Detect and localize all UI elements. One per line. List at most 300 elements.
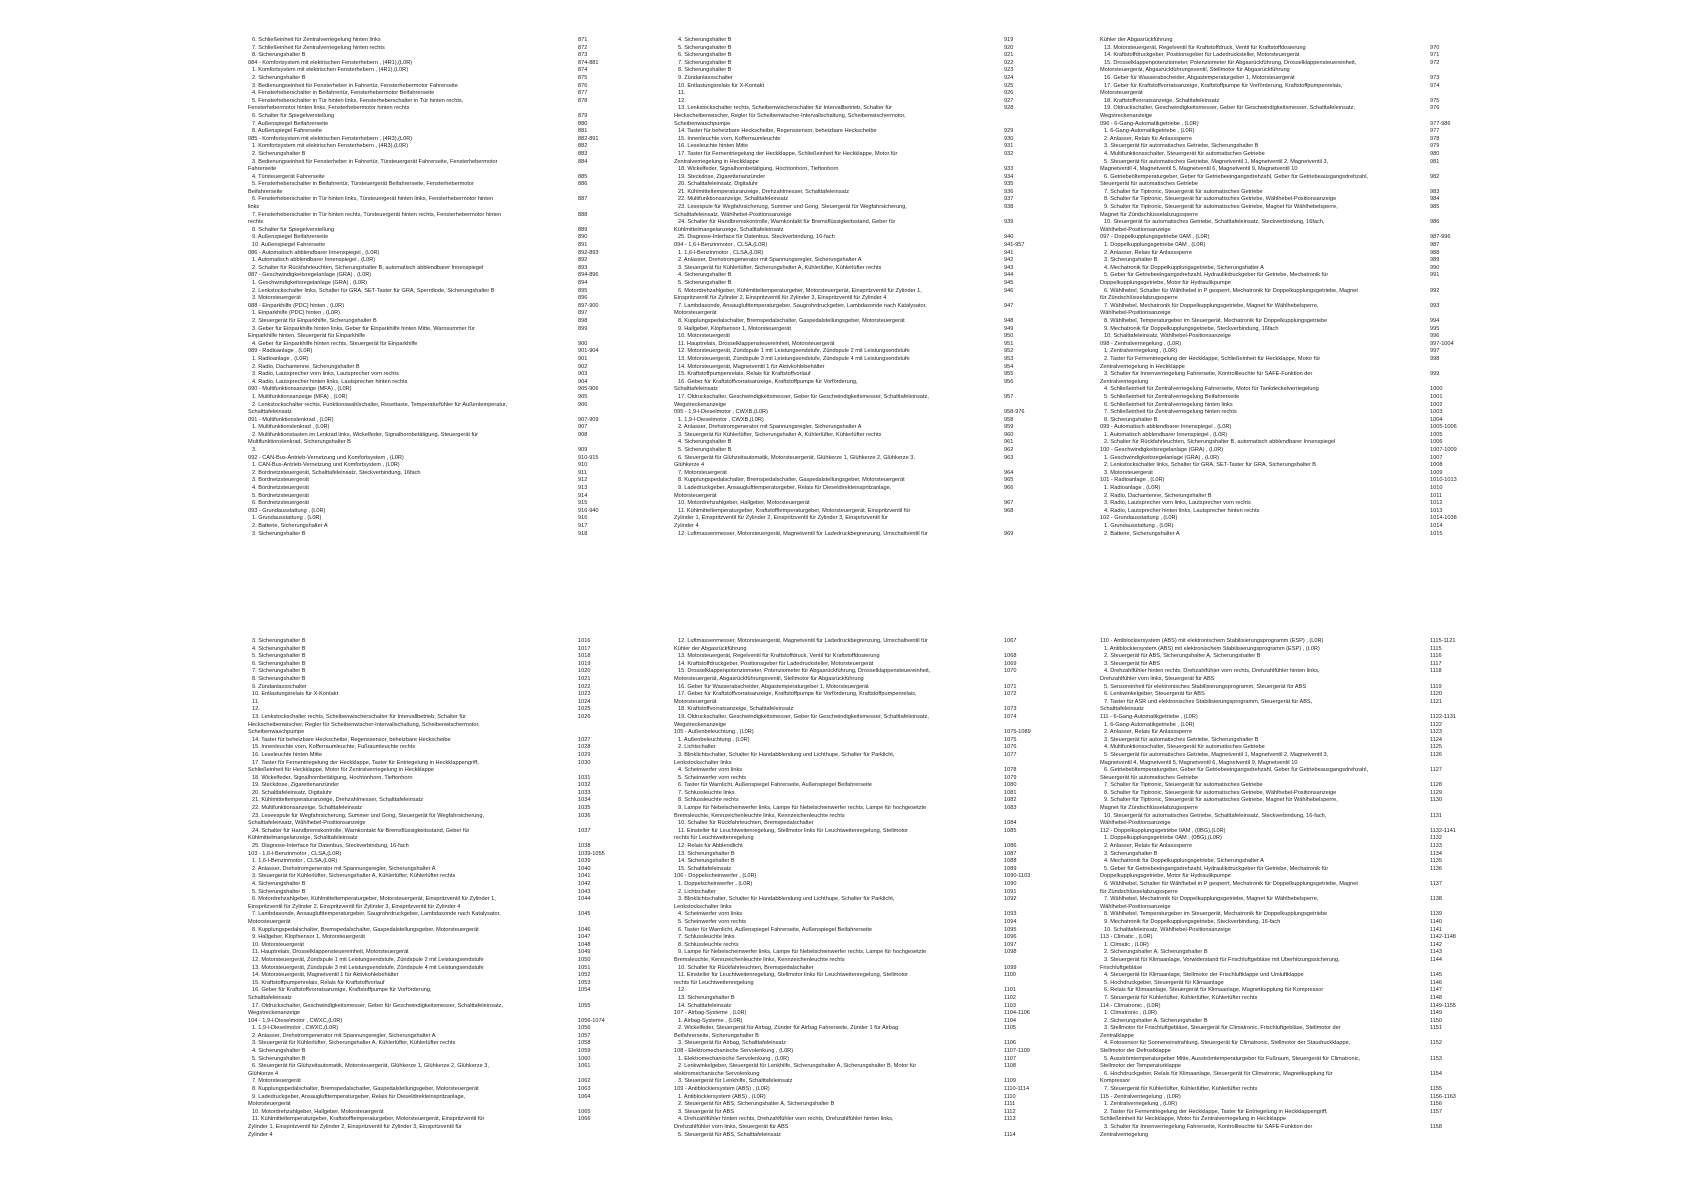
toc-entry bbox=[674, 752, 1074, 760]
toc-entry bbox=[1100, 706, 1500, 714]
toc-entry bbox=[1100, 729, 1500, 737]
toc-entry bbox=[674, 896, 1074, 904]
toc-entry-title: Magnetventil 4, Magnetventil 5, Magnetventil 6, Magnetventil 9, Magnetventil 10 bbox=[1100, 166, 1298, 173]
toc-entry bbox=[248, 744, 648, 752]
toc-entry-title: 109 - Antiblockiersystem (ABS) , (L0R) bbox=[674, 1086, 770, 1093]
toc-entry bbox=[1100, 523, 1500, 531]
toc-entry-title: 10. Schalttafeleinsatz, Wählhebel-Positionsanzeige bbox=[1104, 926, 1231, 933]
toc-entry bbox=[674, 303, 1074, 311]
toc-entry-title: 8. Wählhebel, Temperaturgeber im Steuergerät, Mechatronik für Doppelkupplungsgetriebe bbox=[1104, 317, 1328, 324]
toc-entry bbox=[248, 364, 648, 372]
toc-entry-title: 1. Grundausstattung , (L0R) bbox=[1104, 523, 1174, 529]
toc-entry bbox=[248, 676, 648, 684]
toc-entry bbox=[1100, 722, 1500, 730]
toc-entry-page: 901-904 bbox=[578, 348, 599, 355]
toc-entry bbox=[1100, 257, 1500, 265]
toc-entry-page: 990 bbox=[1430, 264, 1440, 271]
toc-entry-title: 13. Motorsteuergerät, Zündspule 3 mit Leistungsendstufe, Zündspule 4 mit Leistungsendstufe bbox=[252, 964, 484, 971]
toc-entry bbox=[1100, 1010, 1500, 1018]
toc-entry-page: 889 bbox=[578, 226, 588, 233]
toc-entry-title: 12. Luftmassenmesser, Motorsteuergerät, Magnetventil für Ladedruckbegrenzung, Umschaltventil für bbox=[678, 530, 928, 537]
toc-entry-page: 979 bbox=[1430, 143, 1440, 150]
toc-entry-title: Bremsleuchte, Kennzeichenleuchte links, Kennzeichenleuchte rechts bbox=[674, 956, 845, 963]
toc-entry-title: 093 - Grundausstattung , (L0R) bbox=[248, 507, 326, 514]
toc-entry-page: 975 bbox=[1430, 97, 1440, 104]
toc-entry-title: 2. Radio, Dachantenne, Sicherungshalter B bbox=[1104, 492, 1212, 499]
toc-entry-page: 972 bbox=[1430, 59, 1440, 66]
toc-entry bbox=[1100, 204, 1500, 212]
toc-entry-page: 908 bbox=[578, 431, 588, 438]
toc-entry-title: 1. Automatisch abblendbarer Innenspiegel , (L0R) bbox=[252, 257, 376, 264]
toc-entry-title: 8. Außenspiegel Fahrerseite bbox=[252, 128, 322, 135]
toc-entry bbox=[248, 873, 648, 881]
toc-entry-page: 910 bbox=[578, 462, 588, 469]
toc-entry-title: 12. bbox=[678, 987, 686, 994]
toc-entry-page: 995 bbox=[1430, 325, 1440, 332]
toc-entry-title: 13. Lenkstockschalter rechts, Scheibenwischerschalter für Intervallbetrieb, Schalter für bbox=[678, 105, 892, 112]
toc-entry-title: 11. bbox=[678, 90, 686, 97]
toc-entry-page: 882-891 bbox=[578, 135, 599, 142]
toc-entry-title: 6. Sicherungshalter B bbox=[678, 52, 732, 59]
toc-entry-page: 1077 bbox=[1004, 751, 1017, 758]
toc-entry-title: 16. Leseleuchte hinten Mitte bbox=[252, 751, 322, 758]
toc-entry-title: 6. Getriebeöltemperaturgeber, Geber für Getriebeeingangsdrehzahl, Geber für Getriebeausgangsdrehzahl, bbox=[1104, 173, 1368, 180]
toc-entry bbox=[248, 843, 648, 851]
toc-entry-page: 1017 bbox=[578, 645, 591, 652]
toc-entry-title: 5. Sicherungshalter B bbox=[678, 447, 732, 454]
toc-entry bbox=[1100, 333, 1500, 341]
toc-entry-title: 4. Radio, Lautsprecher hinten links, Lautsprecher hinten rechts bbox=[1104, 507, 1260, 514]
toc-entry-title: Kühlmittelmangelanzeige, Schalttafeleinsatz bbox=[674, 226, 784, 233]
toc-entry-page: 933 bbox=[1004, 166, 1014, 173]
toc-entry-title: 108 - Elektromechanische Servolenkung , (L0R) bbox=[674, 1048, 794, 1055]
toc-entry-page: 932 bbox=[1004, 150, 1014, 157]
toc-entry bbox=[674, 927, 1074, 935]
toc-entry-title: 087 - Geschwindigkeitsregelanlage (GRA) , (L0R) bbox=[248, 272, 372, 279]
toc-entry bbox=[1100, 37, 1500, 45]
toc-entry-page: 904 bbox=[578, 378, 588, 385]
toc-entry-title: 13. Motorsteuergerät, Regelventil für Kraftstoffdruck, Ventil für Kraftstoffdosierung bbox=[1104, 44, 1306, 51]
toc-entry-page: 1122 bbox=[1430, 721, 1443, 728]
toc-entry bbox=[248, 1056, 648, 1064]
toc-entry-title: Lenkstockschalter links bbox=[674, 759, 732, 766]
toc-section-entry bbox=[248, 303, 648, 311]
toc-entry bbox=[1100, 371, 1500, 379]
toc-entry-page: 1101 bbox=[1004, 987, 1017, 994]
toc-entry-page: 894 bbox=[578, 280, 588, 286]
toc-entry bbox=[674, 219, 1074, 227]
toc-entry-page: 915 bbox=[578, 500, 588, 507]
toc-entry-page: 1019 bbox=[578, 660, 591, 667]
toc-entry-page: 976 bbox=[1430, 105, 1440, 112]
toc-entry bbox=[248, 1063, 648, 1071]
toc-entry-title: 25. Diagnose-Interface für Datenbus, Steckverbindung, 16-fach bbox=[678, 234, 835, 241]
toc-entry bbox=[248, 691, 648, 699]
toc-entry-title: 21. Kühlmitteltemperaturanzeige, Drehzahlmesser, Schalttafeleinsatz bbox=[252, 797, 424, 804]
toc-entry-page: 878 bbox=[578, 97, 588, 104]
toc-entry-page: 987 bbox=[1430, 242, 1440, 249]
toc-entry-page: 981 bbox=[1430, 158, 1440, 165]
toc-entry-title: 2. Taster für Fernentriegelung der Heckklappe, Taster für Entriegelung in Heckklappengriff, bbox=[1104, 1108, 1328, 1115]
toc-entry-title: 2. Anlasser, Relais für Anlasssperre bbox=[1104, 729, 1192, 736]
toc-entry bbox=[1100, 318, 1500, 326]
toc-column-4 bbox=[248, 638, 648, 1139]
toc-entry bbox=[1100, 1063, 1500, 1071]
toc-entry bbox=[674, 684, 1074, 692]
toc-entry bbox=[248, 638, 648, 646]
toc-entry-title: 5. Hochdruckgeber, Steuergerät für Klimaanlage bbox=[1104, 979, 1224, 986]
toc-entry-title: 1. Automatisch abblendbarer Innenspiegel , (L0R) bbox=[1104, 431, 1228, 438]
toc-entry bbox=[248, 424, 648, 432]
toc-entry-page: 1109 bbox=[1004, 1078, 1017, 1085]
toc-entry-title: 8. Kupplungspedalschalter, Bremspedalschalter, Gaspedalstellungsgeber, Motorsteuergerät bbox=[678, 317, 905, 324]
toc-entry bbox=[674, 508, 1074, 516]
toc-entry-title: 5. Scheinwerfer vorn rechts bbox=[678, 774, 747, 781]
toc-entry-title: 9. Mechatronik für Doppelkupplungsgetriebe, Steckverbindung, 16fach bbox=[1104, 325, 1279, 332]
toc-entry-page: 1036 bbox=[578, 812, 591, 819]
toc-entry-title: 3. Sicherungshalter B bbox=[252, 530, 306, 537]
toc-entry-title: 6. Fensterheberschalter in Tür hinten links, Türsteuergerät hinten links, Fensterhebermotor hinten bbox=[252, 196, 494, 203]
toc-entry-title: 2. Lenkstockschalter links, Schalter für GRA, SET-Taster für GRA, Sicherungshalter B bbox=[1104, 462, 1317, 469]
toc-entry bbox=[1100, 1086, 1500, 1094]
toc-entry-title: elektromechanische Servolenkung bbox=[674, 1070, 760, 1077]
toc-entry bbox=[248, 911, 648, 919]
toc-entry-title: 13. Motorsteuergerät, Zündspule 3 mit Leistungsendstufe, Zündspule 4 mit Leistungsendstufe bbox=[678, 355, 910, 362]
toc-entry-title: 14. Taster für beheizbare Heckscheibe, Regenssensor, beheizbare Heckscheibe bbox=[252, 736, 451, 743]
toc-entry-page: 1080 bbox=[1004, 782, 1017, 789]
toc-entry-title: 3. Radio, Lautsprecher vorn links, Lautsprecher vorn rechts bbox=[1104, 500, 1251, 507]
toc-entry-title: 1. Zentralverriegelung , (L0R) bbox=[1104, 348, 1178, 355]
toc-section-entry bbox=[1100, 515, 1500, 523]
toc-entry-title: 8. Kupplungspedalschalter, Bremspedalschalter, Gaspedalstellungsgeber, Motorsteuergerät bbox=[678, 477, 905, 484]
toc-entry-title: 12. bbox=[678, 97, 686, 104]
toc-entry-title: 6. Schließeinheit für Zentralverriegelung hinten links bbox=[1104, 401, 1233, 408]
toc-entry-title: Magnet für Zündschlüsselabzugssperre bbox=[1100, 805, 1198, 812]
toc-entry bbox=[674, 455, 1074, 463]
toc-entry bbox=[674, 775, 1074, 783]
toc-entry bbox=[1100, 881, 1500, 889]
toc-entry-title: 16. Geber für Kraftstoffvorratsanzeige, Kraftstoffpumpe für Vorförderung, bbox=[252, 987, 432, 994]
toc-entry-title: 5. Fensterheberschalter in Tür hinten links, Fensterheberschalter in Tür hinten rechts, bbox=[252, 97, 464, 104]
toc-entry-title: 24. Schalter für Handbremskontrolle, Warnkontakt für Bremsflüssigkeitsstand, Geber für bbox=[252, 827, 470, 834]
toc-entry-title: Einspritzventil für Zylinder 2, Einspritzventil für Zylinder 3, Einspritzventil für Zylinder 4 bbox=[674, 295, 887, 302]
toc-entry-title: 1. Elektromechanische Servolenkung , (L0R) bbox=[678, 1055, 789, 1062]
toc-entry-title: 4. Bordnetzsteuergerät bbox=[252, 485, 309, 492]
toc-entry-page: 886 bbox=[578, 181, 588, 188]
toc-entry bbox=[1100, 646, 1500, 654]
toc-entry bbox=[248, 371, 648, 379]
toc-entry-title: Kühlmittelmangelanzeige, Schalttafeleinsatz bbox=[248, 835, 358, 842]
toc-entry bbox=[1100, 1101, 1500, 1109]
toc-entry-page: 934 bbox=[1004, 173, 1014, 180]
toc-entry-page: 986 bbox=[1430, 219, 1440, 226]
toc-entry-title: 4. Drehzahlfühler hinten rechts, Drehzahlfühler vorn rechts, Drehzahlfühler hinten links, bbox=[678, 1116, 894, 1123]
toc-entry bbox=[248, 972, 648, 980]
toc-entry-title: 16. Geber für Wasserabscheider, Abgastemperaturgeber 1, Motorsteuergerät bbox=[1104, 74, 1295, 81]
toc-entry bbox=[248, 470, 648, 478]
toc-entry-title: 4. Türsteuergerät Fahrerseite bbox=[252, 173, 325, 180]
toc-entry-title: 2. Anlasser, Drehstromgenerator mit Spannungsregler, Sicherungshalter A bbox=[252, 865, 436, 872]
toc-entry bbox=[1100, 531, 1500, 539]
toc-entry-title: 5. Schließeinheit für Zentralverriegelung Beifahrerseite bbox=[1104, 393, 1240, 400]
toc-entry-title: 8. Sicherungshalter B bbox=[252, 52, 306, 59]
toc-entry bbox=[674, 851, 1074, 859]
toc-entry bbox=[674, 904, 1074, 912]
toc-entry bbox=[248, 828, 648, 836]
toc-entry-title: 1. 6-Gang-Automatikgetriebe , (L0R) bbox=[1104, 128, 1195, 135]
toc-entry-title: 113 - Climatic , (L0R) bbox=[1100, 934, 1153, 941]
toc-entry-title: 1. Antiblockiersystem (ABS) , (L0R) bbox=[678, 1093, 766, 1100]
toc-entry bbox=[248, 280, 648, 288]
toc-entry-title: 101 - Radioanlage , (L0R) bbox=[1100, 477, 1165, 484]
toc-entry bbox=[674, 326, 1074, 334]
toc-entry-page: 1107 bbox=[1004, 1055, 1017, 1062]
toc-entry-page: 963 bbox=[1004, 454, 1014, 461]
toc-entry-title: 1. 1,9-l-Dieselmotor , CWXC,(L0R) bbox=[252, 1025, 339, 1032]
toc-entry bbox=[674, 1003, 1074, 1011]
toc-entry-page: 1048 bbox=[578, 941, 591, 948]
toc-entry bbox=[1100, 166, 1500, 174]
toc-entry-page: 1044 bbox=[578, 896, 591, 903]
toc-entry-page: 937 bbox=[1004, 196, 1014, 203]
toc-entry bbox=[674, 760, 1074, 768]
toc-entry bbox=[1100, 83, 1500, 91]
toc-entry-page: 892 bbox=[578, 257, 588, 264]
toc-entry bbox=[674, 212, 1074, 220]
toc-entry-title: 17. Öldruckschalter, Geschwindigkeitsmesser, Geber für Geschwindigkeitsmesser, Schalttafeleinsatz, bbox=[678, 393, 929, 400]
toc-entry-page: 926 bbox=[1004, 90, 1014, 97]
toc-entry-title: 5. Sicherungshalter B bbox=[252, 1055, 306, 1062]
toc-entry-page: 1042 bbox=[578, 881, 591, 887]
toc-entry bbox=[1100, 242, 1500, 250]
toc-entry-page: 1010-1013 bbox=[1430, 477, 1457, 484]
toc-entry bbox=[248, 409, 648, 417]
toc-entry-page: 970 bbox=[1430, 44, 1440, 51]
toc-entry bbox=[674, 485, 1074, 493]
toc-entry-title: 4. Multifunktionsschalter, Steuergerät für automatisches Getriebe bbox=[1104, 744, 1265, 751]
toc-entry-title: 15. Kraftstoffpumpenrelais, Relais für Kraftstoffvorlauf bbox=[678, 371, 811, 378]
toc-entry-title: 9. Hallgeber, Klopfsensor 1, Motorsteuergerät bbox=[252, 934, 365, 941]
toc-entry bbox=[1100, 1071, 1500, 1079]
toc-entry-page: 1031 bbox=[578, 774, 591, 781]
toc-entry-title: 1. 6-Gang-Automatikgetriebe , (L0R) bbox=[1104, 721, 1195, 728]
toc-entry-page: 947 bbox=[1004, 302, 1014, 309]
toc-entry-page: 1133 bbox=[1430, 843, 1443, 850]
toc-entry-page: 907 bbox=[578, 424, 588, 431]
toc-entry-page: 1040 bbox=[578, 865, 591, 872]
toc-entry-page: 977 bbox=[1430, 128, 1440, 135]
toc-entry bbox=[674, 638, 1074, 646]
toc-entry-title: Schalttafeleinsatz bbox=[248, 409, 292, 416]
toc-entry bbox=[674, 1101, 1074, 1109]
toc-entry bbox=[1100, 212, 1500, 220]
toc-entry bbox=[1100, 189, 1500, 197]
toc-entry bbox=[248, 919, 648, 927]
toc-entry bbox=[248, 265, 648, 273]
toc-entry bbox=[248, 995, 648, 1003]
toc-entry-title: 2. Anlasser, Drehstromgenerator mit Spannungsregler, Sicherungshalter A bbox=[678, 257, 862, 264]
toc-section-entry bbox=[1100, 714, 1500, 722]
toc-entry-title: 9. Hallgeber, Klopfsensor 1, Motorsteuergerät bbox=[678, 325, 791, 332]
toc-entry-page: 1058 bbox=[578, 1040, 591, 1047]
toc-entry bbox=[1100, 219, 1500, 227]
toc-entry-title: 12. Motorsteuergerät, Zündspule 1 mit Leistungsendstufe, Zündspule 2 mit Leistungsendstufe bbox=[252, 956, 484, 963]
toc-entry bbox=[1100, 500, 1500, 508]
toc-entry-page: 916 bbox=[578, 515, 588, 522]
toc-entry-title: Scheibenwaschpumpe bbox=[248, 729, 305, 736]
toc-entry-title: 8. Wählhebel, Temperaturgeber im Steuergerät, Mechatronik für Doppelkupplungsgetriebe bbox=[1104, 911, 1328, 918]
toc-entry bbox=[1100, 744, 1500, 752]
toc-entry-title: 3. Bordnetzsteuergerät bbox=[252, 477, 309, 484]
toc-entry-title: 14. Motorsteuergerät, Magnetventil 1 für Aktivkohlebehälter bbox=[252, 972, 399, 979]
toc-entry bbox=[1100, 151, 1500, 159]
toc-entry bbox=[248, 767, 648, 775]
toc-entry bbox=[1100, 1124, 1500, 1132]
toc-entry-title: 9. Ladedruckgeber, Ansauglufttemperaturgeber, Relais für Dieseldirekteinspritzanlage, bbox=[252, 1093, 466, 1100]
toc-entry bbox=[248, 1025, 648, 1033]
toc-entry-title: 8. Schalter für Spiegelverstellung bbox=[252, 226, 335, 233]
toc-entry-title: 105 - Außenbeleuchtung , (L0R) bbox=[674, 729, 754, 736]
toc-entry-title: 4. Mechatronik für Doppelkupplungsgetriebe, Sicherungshalter A bbox=[1104, 264, 1264, 271]
toc-entry-page: 1156 bbox=[1430, 1101, 1443, 1108]
toc-entry bbox=[674, 272, 1074, 280]
toc-entry-title: Wählhebel-Positionsanzeige bbox=[1100, 820, 1171, 827]
toc-entry-page: 1127 bbox=[1430, 767, 1443, 774]
toc-entry-title: 7. Außenspiegel Beifahrerseite bbox=[252, 120, 329, 127]
toc-entry-page: 997-1004 bbox=[1430, 340, 1454, 347]
toc-entry-title: 13. Sicherungshalter B bbox=[678, 994, 735, 1001]
toc-entry-title: 6. Taster für Warnlicht, Außenspiegel Fahrerseite, Außenspiegel Beifahrerseite bbox=[678, 926, 873, 933]
toc-entry bbox=[1100, 303, 1500, 311]
toc-entry-page: 917 bbox=[578, 523, 588, 529]
toc-entry bbox=[1100, 980, 1500, 988]
toc-entry-page: 928 bbox=[1004, 105, 1014, 112]
toc-entry-page: 1050 bbox=[578, 956, 591, 963]
toc-entry-title: 6. Hochdruckgeber, Relais für Klimaanlage, Steuergerät für Climatronic, Magnetkupplung für bbox=[1104, 1070, 1333, 1077]
toc-entry-title: Schalttafeleinsatz bbox=[674, 386, 718, 393]
toc-entry bbox=[674, 980, 1074, 988]
toc-entry bbox=[674, 1018, 1074, 1026]
toc-entry-title: 9. Ladedruckgeber, Ansauglufttemperaturgeber, Relais für Dieseldirekteinspritzanlage, bbox=[678, 485, 892, 492]
toc-entry bbox=[1100, 684, 1500, 692]
toc-entry bbox=[1100, 508, 1500, 516]
toc-entry-title: Wegstreckenanzeige bbox=[1100, 112, 1153, 119]
toc-entry-title: 1. Doppelkupplungsgetriebe 0AM , (0BG),(L0R) bbox=[1104, 835, 1222, 842]
toc-entry-title: 19. Öldruckschalter, Geschwindigkeitsmesser, Geber für Geschwindigkeitsmesser, Schalttafeleinsatz, bbox=[1104, 105, 1355, 112]
toc-entry-title: 2. Anlasser, Drehstromgenerator mit Spannungsregler, Sicherungshalter A bbox=[678, 424, 862, 431]
toc-entry bbox=[1100, 356, 1500, 364]
toc-entry bbox=[248, 881, 648, 889]
toc-entry-page: 1041 bbox=[578, 873, 591, 880]
toc-entry-title: 2. Lenkwinkelgeber, Steuergerät für Lenkhilfe, Sicherungshalter A, Sicherungshalter B, Motor für bbox=[678, 1063, 917, 1070]
toc-entry bbox=[248, 333, 648, 341]
toc-entry-page: 1112 bbox=[1004, 1108, 1016, 1115]
toc-entry-title: Steuergerät für automatisches Getriebe bbox=[1100, 774, 1198, 781]
toc-entry-page: 1157 bbox=[1430, 1108, 1443, 1115]
toc-entry-title: 1. Airbag-Systeme , (L0R) bbox=[678, 1017, 743, 1024]
toc-entry bbox=[248, 1048, 648, 1056]
toc-entry-page: 969 bbox=[1004, 530, 1014, 537]
toc-entry-page: 1039 bbox=[578, 858, 591, 865]
toc-entry-title: 20. Schalttafeleinsatz, Digitaluhr bbox=[252, 789, 332, 796]
toc-entry-page: 1123 bbox=[1430, 729, 1443, 736]
toc-section-entry bbox=[1100, 341, 1500, 349]
toc-entry bbox=[674, 174, 1074, 182]
toc-entry-page: 977-986 bbox=[1430, 120, 1451, 127]
toc-entry-title: 1. 1,9-l-Dieselmotor , CWXB,(L0R) bbox=[678, 416, 764, 423]
toc-entry bbox=[1100, 873, 1500, 881]
toc-entry-page: 1010 bbox=[1430, 485, 1443, 492]
toc-entry-page: 1147 bbox=[1430, 987, 1443, 994]
toc-entry-page: 1108 bbox=[1004, 1063, 1017, 1070]
toc-entry-page: 1106 bbox=[1004, 1040, 1017, 1047]
toc-entry bbox=[248, 661, 648, 669]
toc-entry-page: 931 bbox=[1004, 143, 1014, 150]
toc-entry bbox=[248, 1078, 648, 1086]
toc-entry-page: 929 bbox=[1004, 128, 1014, 135]
toc-entry-title: Schließeinheit für Heckklappe, Motor für Zentralverriegelung in Heckklappe bbox=[1100, 1116, 1286, 1123]
toc-entry-page: 1029 bbox=[578, 751, 591, 758]
toc-entry-title: Magnet für Zündschlüsselabzugssperre bbox=[1100, 211, 1198, 218]
toc-entry-title: 085 - Komfortsystem mit elektrischen Fensterhebern , (4R3),(L0R) bbox=[248, 135, 413, 142]
toc-entry-title: 2. Anlasser, Drehstromgenerator mit Spannungsregler, Sicherungshalter A bbox=[252, 1032, 436, 1039]
toc-section-entry bbox=[1100, 121, 1500, 129]
toc-entry bbox=[1100, 805, 1500, 813]
toc-entry-page: 1141 bbox=[1430, 926, 1443, 933]
toc-entry-page: 1013 bbox=[1430, 507, 1443, 514]
toc-entry-page: 1083 bbox=[1004, 805, 1017, 812]
toc-entry-title: 23. Lesespule für Wegfahrsicherung, Summer und Gong, Steuergerät für Wegfahrsicherung, bbox=[678, 204, 907, 211]
toc-entry-page: 1012 bbox=[1430, 500, 1443, 507]
toc-entry-title: 099 - Automatisch abblendbarer Innenspiegel , (L0R) bbox=[1100, 424, 1232, 431]
toc-entry bbox=[674, 820, 1074, 828]
toc-entry-title: 1. Doppelscheinwerfer , (L0R) bbox=[678, 881, 753, 887]
toc-entry bbox=[248, 356, 648, 364]
toc-entry-title: 10. Entlastungsrelais für X-Kontakt bbox=[678, 82, 765, 89]
toc-entry-title: Zentralverriegelung in Heckklappe bbox=[1100, 363, 1185, 370]
toc-entry-page: 887 bbox=[578, 196, 588, 203]
toc-entry-title: 8. Schlussleuchte rechts bbox=[678, 941, 739, 948]
toc-entry-title: 6. Motordrehzahlgeber, Kühlmitteltemperaturgeber, Motorsteuergerät, Einspritzventil für Zylinder 1, bbox=[252, 896, 496, 903]
toc-section-entry bbox=[674, 409, 1074, 417]
toc-section-entry bbox=[1100, 234, 1500, 242]
toc-entry-title: 6. Schließeinheit für Zentralverriegelung hinten links bbox=[252, 37, 381, 43]
toc-entry-title: 7. Motorsteuergerät bbox=[678, 469, 727, 476]
toc-entry-title: Motorsteuergerät bbox=[1100, 90, 1143, 97]
toc-entry-title: 4. Sicherungshalter B bbox=[678, 272, 732, 279]
toc-section-entry bbox=[248, 1018, 648, 1026]
toc-entry-title: 2. Schalter für Rückfahrleuchten, Sicherungshalter B, automatisch abblendbarer Innenspiegel bbox=[252, 264, 484, 271]
toc-entry-title: 7. Sicherungshalter B bbox=[252, 668, 306, 675]
toc-entry bbox=[674, 911, 1074, 919]
toc-entry-page: 964 bbox=[1004, 469, 1014, 476]
toc-entry bbox=[1100, 1018, 1500, 1026]
toc-entry-page: 1006 bbox=[1430, 439, 1443, 446]
toc-entry bbox=[674, 972, 1074, 980]
toc-entry-title: 15. Drosselklappenpotenziometer, Potenziometer für Abgasrückführung, Drosselklappensteuereinheit, bbox=[678, 668, 931, 675]
toc-entry bbox=[674, 250, 1074, 258]
toc-entry-page: 1149 bbox=[1430, 1010, 1443, 1017]
toc-entry bbox=[1100, 668, 1500, 676]
toc-entry-title: 1. Geschwindigkeitsregelanlage (GRA) , (L0R) bbox=[252, 280, 368, 286]
toc-entry-page: 1004 bbox=[1430, 416, 1443, 423]
toc-entry-title: 8. Sicherungshalter B bbox=[678, 67, 732, 74]
toc-entry-page: 1062 bbox=[578, 1078, 591, 1085]
toc-entry-page: 1027 bbox=[578, 736, 591, 743]
toc-section-entry bbox=[248, 348, 648, 356]
toc-entry-title: 094 - 1,6-l-Benzinmotor , CLSA,(L0R) bbox=[674, 242, 768, 249]
toc-entry-title: Motorsteuergerät, Abgasrückführungsventil, Stellmotor für Abgasrückführung bbox=[1100, 67, 1290, 74]
